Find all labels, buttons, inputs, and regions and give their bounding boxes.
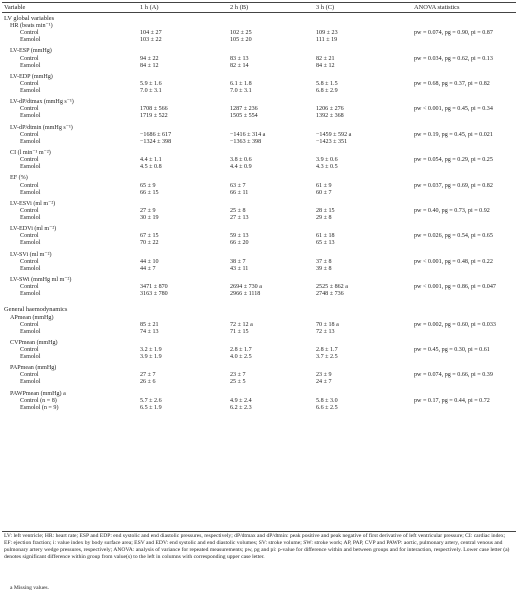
anova-stat: pw = 0.68, pg = 0.37, pi = 0.82 [414, 80, 490, 87]
value-2h: 2.8 ± 1.7 [230, 346, 252, 353]
section-title: LV global variables [4, 15, 55, 22]
value-1h: 1708 ± 566 [140, 106, 168, 113]
value-2h: 25 ± 5 [230, 379, 246, 386]
value-1h: 67 ± 15 [140, 233, 159, 240]
group-label: Control [20, 30, 39, 37]
value-3h: 39 ± 8 [316, 265, 332, 272]
value-2h: 66 ± 20 [230, 240, 249, 247]
anova-stat: pw < 0.001, pg = 0.86, pi = 0.047 [414, 284, 496, 291]
value-3h: 5.8 ± 3.0 [316, 397, 338, 404]
header-2h: 2 h (B) [230, 4, 249, 11]
group-label: Esmolol [20, 87, 41, 94]
group-label: Esmolol (n = 9) [20, 404, 59, 411]
anova-stat: pw = 0.17, pg = 0.44, pi = 0.72 [414, 397, 490, 404]
value-1h: −1324 ± 398 [140, 138, 172, 145]
value-2h: 4.9 ± 2.4 [230, 397, 252, 404]
variable-label: PAWPmean (mmHg) a [10, 390, 66, 397]
value-1h: 4.4 ± 1.1 [140, 157, 162, 164]
value-3h: 109 ± 23 [316, 30, 338, 37]
value-1h: 84 ± 12 [140, 62, 159, 69]
group-label: Esmolol [20, 328, 41, 335]
value-1h: 74 ± 13 [140, 328, 159, 335]
value-3h: −1459 ± 592 a [316, 131, 352, 138]
group-label: Esmolol [20, 240, 41, 247]
value-1h: 65 ± 9 [140, 182, 156, 189]
value-3h: 1206 ± 276 [316, 106, 344, 113]
value-1h: 66 ± 15 [140, 189, 159, 196]
group-label: Control [20, 207, 39, 214]
anova-stat: pw = 0.45, pg = 0.30, pi = 0.61 [414, 346, 490, 353]
value-3h: 60 ± 7 [316, 189, 332, 196]
variable-label: LV-SVi (ml m⁻²) [10, 251, 52, 258]
bottom-rule [2, 531, 516, 532]
group-label: Control [20, 80, 39, 87]
value-3h: 2748 ± 736 [316, 291, 344, 298]
value-2h: 72 ± 12 a [230, 321, 253, 328]
value-2h: 2966 ± 1118 [230, 291, 261, 298]
value-2h: 66 ± 11 [230, 189, 249, 196]
variable-label: CVPmean (mmHg) [10, 339, 58, 346]
value-3h: 23 ± 9 [316, 372, 332, 379]
variable-label: LV-EDP (mmHg) [10, 73, 53, 80]
variable-label: LV-ESVi (ml m⁻²) [10, 200, 56, 207]
value-2h: 6.1 ± 1.8 [230, 80, 252, 87]
value-1h: 27 ± 7 [140, 372, 156, 379]
value-3h: 3.9 ± 0.6 [316, 157, 338, 164]
group-label: Esmolol [20, 214, 41, 221]
value-2h: 25 ± 8 [230, 207, 246, 214]
header-3h: 3 h (C) [316, 4, 335, 11]
group-label: Control [20, 157, 39, 164]
variable-label: LV-dP/dtmax (mmHg s⁻¹) [10, 99, 74, 106]
value-2h: −1363 ± 398 [230, 138, 262, 145]
value-1h: 44 ± 10 [140, 258, 159, 265]
value-3h: 6.6 ± 2.5 [316, 404, 338, 411]
anova-stat: pw = 0.034, pg = 0.62, pi = 0.13 [414, 55, 493, 62]
variable-label: CI (l min⁻¹ m⁻²) [10, 150, 51, 157]
value-3h: 70 ± 18 a [316, 321, 339, 328]
value-3h: 24 ± 7 [316, 379, 332, 386]
value-2h: 38 ± 7 [230, 258, 246, 265]
value-3h: 6.8 ± 2.9 [316, 87, 338, 94]
group-label: Control [20, 106, 39, 113]
value-1h: 103 ± 22 [140, 37, 162, 44]
header-anova: ANOVA statistics [414, 4, 460, 11]
value-2h: 102 ± 25 [230, 30, 252, 37]
header-1h: 1 h (A) [140, 4, 159, 11]
variable-label: EF (%) [10, 175, 28, 182]
value-1h: 6.5 ± 1.9 [140, 404, 162, 411]
group-label: Control [20, 233, 39, 240]
group-label: Control (n = 8) [20, 397, 57, 404]
variable-label: APmean (mmHg) [10, 314, 54, 321]
table-footnote: LV: left ventricle; HR: heart rate; ESP and EDP: end systolic and end diastolic pressures, respectively; dP/dtmax and dP/dtmin: peak positive and peak negative of first derivative of left ventricular pressure; CI: cardiac index; EF: ejection fraction; i: value index by body surface area; ESV and EDV: end systolic and end diastolic volumes; SV: stroke volume; SW: stroke work; AP, PAP, CVP and PAWP: aortic, pulmonary artery, central venous and pulmonary artery wedge pressures, respectively; ANOVA: analysis of variance for repeated measurements; pw, pg and pi: p-value for difference within and between groups and for interaction, respectively. Lower case letter (a) denotes significant difference within group from value(s) to the left in columns with corresponding upper case letter. [4, 533, 510, 560]
value-2h: 59 ± 13 [230, 233, 249, 240]
variable-label: LV-EDVi (ml m⁻²) [10, 226, 57, 233]
group-label: Control [20, 321, 39, 328]
value-1h: 5.9 ± 1.6 [140, 80, 162, 87]
value-2h: 105 ± 20 [230, 37, 252, 44]
value-3h: 61 ± 18 [316, 233, 335, 240]
top-rule [2, 2, 516, 3]
group-label: Esmolol [20, 291, 41, 298]
value-3h: 65 ± 13 [316, 240, 335, 247]
value-3h: 29 ± 8 [316, 214, 332, 221]
anova-stat: pw = 0.037, pg = 0.69, pi = 0.82 [414, 182, 493, 189]
value-1h: 3.9 ± 1.9 [140, 354, 162, 360]
value-2h: 82 ± 14 [230, 62, 249, 69]
group-label: Esmolol [20, 354, 41, 360]
value-3h: 28 ± 15 [316, 207, 335, 214]
value-2h: 83 ± 13 [230, 55, 249, 62]
group-label: Control [20, 372, 39, 379]
value-2h: 4.4 ± 0.9 [230, 164, 252, 171]
value-3h: 84 ± 12 [316, 62, 335, 69]
value-1h: −1686 ± 617 [140, 131, 172, 138]
value-3h: 37 ± 8 [316, 258, 332, 265]
anova-stat: pw < 0.001, pg = 0.48, pi = 0.22 [414, 258, 493, 265]
value-3h: 1392 ± 368 [316, 113, 344, 120]
value-1h: 4.5 ± 0.8 [140, 164, 162, 171]
group-label: Control [20, 55, 39, 62]
anova-stat: pw = 0.40, pg = 0.73, pi = 0.92 [414, 207, 490, 214]
value-1h: 44 ± 7 [140, 265, 156, 272]
variable-label: HR (beats min⁻¹) [10, 23, 53, 30]
group-label: Control [20, 346, 39, 353]
value-2h: 3.8 ± 0.6 [230, 157, 252, 164]
variable-label: LV-ESP (mmHg) [10, 48, 52, 55]
group-label: Control [20, 258, 39, 265]
value-1h: 3.2 ± 1.9 [140, 346, 162, 353]
group-label: Esmolol [20, 37, 41, 44]
value-3h: 3.7 ± 2.5 [316, 354, 338, 360]
value-3h: 61 ± 9 [316, 182, 332, 189]
group-label: Esmolol [20, 62, 41, 69]
value-1h: 3471 ± 870 [140, 284, 168, 291]
group-label: Esmolol [20, 265, 41, 272]
group-label: Control [20, 131, 39, 138]
header-variable: Variable [4, 4, 26, 11]
anova-stat: pw < 0.001, pg = 0.45, pi = 0.34 [414, 106, 493, 113]
value-2h: 63 ± 7 [230, 182, 246, 189]
value-3h: 82 ± 21 [316, 55, 335, 62]
value-2h: 23 ± 7 [230, 372, 246, 379]
value-3h: −1423 ± 351 [316, 138, 348, 145]
value-2h: 7.0 ± 3.1 [230, 87, 252, 94]
value-2h: 27 ± 13 [230, 214, 249, 221]
value-3h: 2.8 ± 1.7 [316, 346, 338, 353]
value-2h: −1416 ± 314 a [230, 131, 266, 138]
value-1h: 3163 ± 780 [140, 291, 168, 298]
section-title: General haemodynamics [4, 306, 68, 314]
value-1h: 70 ± 22 [140, 240, 159, 247]
anova-stat: pw = 0.074, pg = 0.90, pi = 0.87 [414, 30, 493, 37]
value-2h: 43 ± 11 [230, 265, 249, 272]
value-2h: 1287 ± 236 [230, 106, 258, 113]
value-1h: 94 ± 22 [140, 55, 159, 62]
variable-label: LV-dP/dtmin (mmHg s⁻¹) [10, 124, 73, 131]
group-label: Esmolol [20, 113, 41, 120]
group-label: Esmolol [20, 379, 41, 386]
value-2h: 1505 ± 554 [230, 113, 258, 120]
group-label: Esmolol [20, 138, 41, 145]
value-3h: 111 ± 19 [316, 37, 338, 44]
group-label: Esmolol [20, 164, 41, 171]
anova-stat: pw = 0.054, pg = 0.29, pi = 0.25 [414, 157, 493, 164]
anova-stat: pw = 0.074, pg = 0.66, pi = 0.39 [414, 372, 493, 379]
group-label: Esmolol [20, 189, 41, 196]
variable-label: LV-SWi (mmHg ml m⁻²) [10, 277, 72, 284]
anova-stat: pw = 0.002, pg = 0.60, pi = 0.033 [414, 321, 496, 328]
value-3h: 2525 ± 862 a [316, 284, 348, 291]
variable-label: PAPmean (mmHg) [10, 365, 57, 372]
value-1h: 7.0 ± 3.1 [140, 87, 162, 94]
anova-stat: pw = 0.026, pg = 0.54, pi = 0.65 [414, 233, 493, 240]
value-1h: 27 ± 9 [140, 207, 156, 214]
group-label: Control [20, 284, 39, 291]
group-label: Control [20, 182, 39, 189]
missing-values-note: a Missing values. [10, 585, 49, 591]
value-3h: 4.3 ± 0.5 [316, 164, 338, 171]
header-rule [2, 12, 516, 13]
value-1h: 1719 ± 522 [140, 113, 168, 120]
value-1h: 26 ± 6 [140, 379, 156, 386]
value-1h: 30 ± 19 [140, 214, 159, 221]
value-2h: 2694 ± 730 a [230, 284, 262, 291]
value-1h: 85 ± 21 [140, 321, 159, 328]
anova-stat: pw = 0.19, pg = 0.45, pi = 0.021 [414, 131, 493, 138]
value-3h: 5.8 ± 1.5 [316, 80, 338, 87]
value-2h: 6.2 ± 2.3 [230, 404, 252, 411]
value-1h: 104 ± 27 [140, 30, 162, 37]
value-3h: 72 ± 13 [316, 328, 335, 335]
value-2h: 71 ± 15 [230, 328, 249, 335]
value-2h: 4.0 ± 2.5 [230, 354, 252, 360]
value-1h: 5.7 ± 2.6 [140, 397, 162, 404]
